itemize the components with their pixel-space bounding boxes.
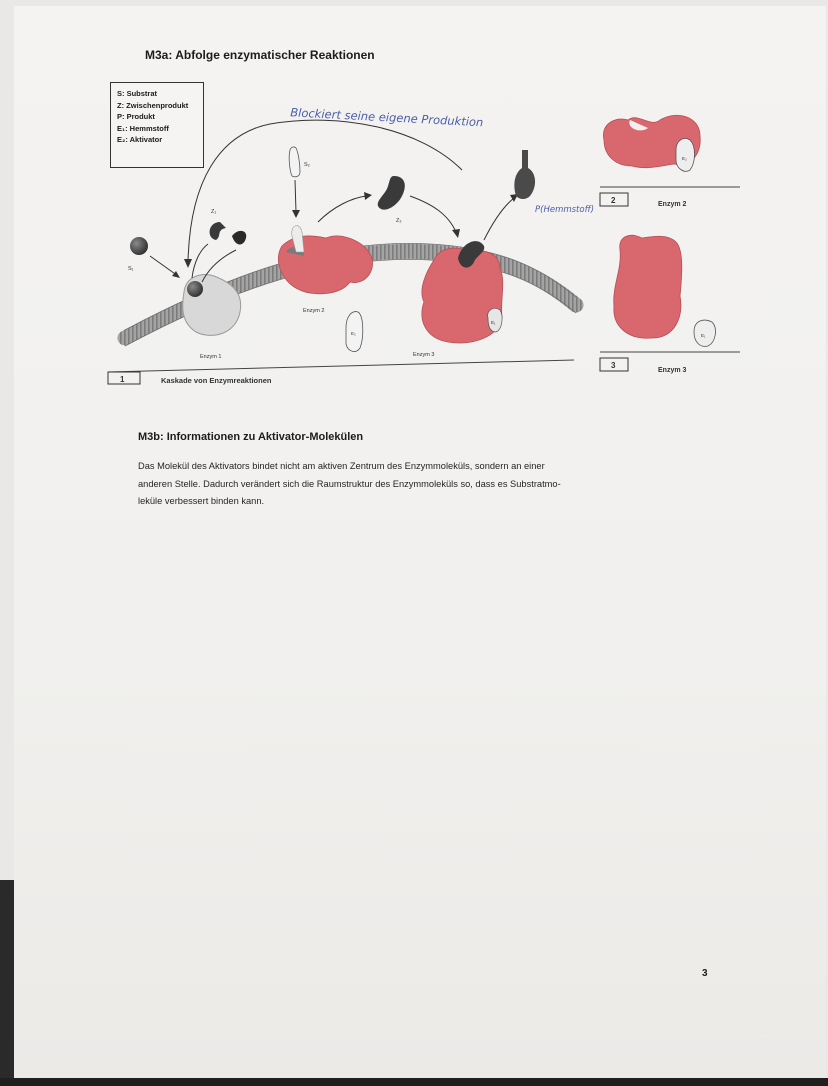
figure1-baseline [108,360,574,372]
legend-item-produkt: P: Produkt [117,112,155,121]
legend-item-substrat: S: Substrat [117,89,158,98]
e2-label-floating: E₂ [351,331,356,336]
legend-item-hemmstoff: E₁: Hemmstoff [117,123,169,133]
handwritten-note-p: P(Hemmstoff) [535,205,595,215]
section-title-m3a: M3a: Abfolge enzymatischer Reaktionen [145,48,375,62]
e2-label-figure2: E₂ [682,156,687,161]
legend-item-zwischenprodukt: Z: Zwischenprodukt [117,100,189,110]
info-paragraph-line-1: Das Molekül des Aktivators bindet nicht am aktiven Zentrum des Enzymmoleküls, sondern an einer [138,461,545,471]
label-z2: Z₂ [396,218,402,224]
label-s1: S₁ [128,266,134,272]
scan-edge-left [0,880,14,1086]
figure2-caption: Enzym 2 [658,201,687,208]
s1-bound [187,281,203,297]
section-title-m3b: M3b: Informationen zu Aktivator-Molekülen [138,431,364,443]
enzyme2-label: Enzym 2 [303,308,325,314]
figure1-number: 1 [120,375,125,384]
handwritten-note-top: Blockiert seine eigene Produktion [289,105,484,130]
figure1-caption: Kaskade von Enzymreaktionen [161,376,272,385]
figure3-number: 3 [611,361,616,370]
enzyme2-shape [278,236,372,294]
label-s2: S₂ [304,162,310,168]
info-paragraph [138,458,728,511]
intermediate-z1-part [232,231,246,245]
figure2-activator [676,138,695,171]
enzyme-cascade-diagram [0,0,828,420]
figure3-caption: Enzym 3 [658,367,687,374]
substrate-s2 [289,147,300,177]
figure2-number: 2 [611,196,616,205]
figure3-enzyme [614,235,682,338]
legend-item-aktivator: E₂: Aktivator [117,135,163,144]
substrate-s1 [130,237,148,255]
intermediate-z2 [378,176,405,210]
scan-edge-bottom [0,1078,828,1086]
product-p [514,150,535,199]
enzyme3-label: Enzym 3 [413,352,435,358]
e1-label-enzyme3: E₁ [491,320,496,325]
e1-label-figure3: E₁ [701,333,706,338]
intermediate-z1 [210,222,226,240]
enzyme1-label: Enzym 1 [200,354,222,360]
info-paragraph-line-2: anderen Stelle. Dadurch verändert sich die Raumstruktur des Enzymmoleküls so, dass es Substratmo- [138,478,561,489]
page-number: 3 [702,968,708,979]
info-paragraph-line-3: leküle verbessert binden kann. [138,496,265,506]
label-z1: Z₁ [211,209,217,215]
